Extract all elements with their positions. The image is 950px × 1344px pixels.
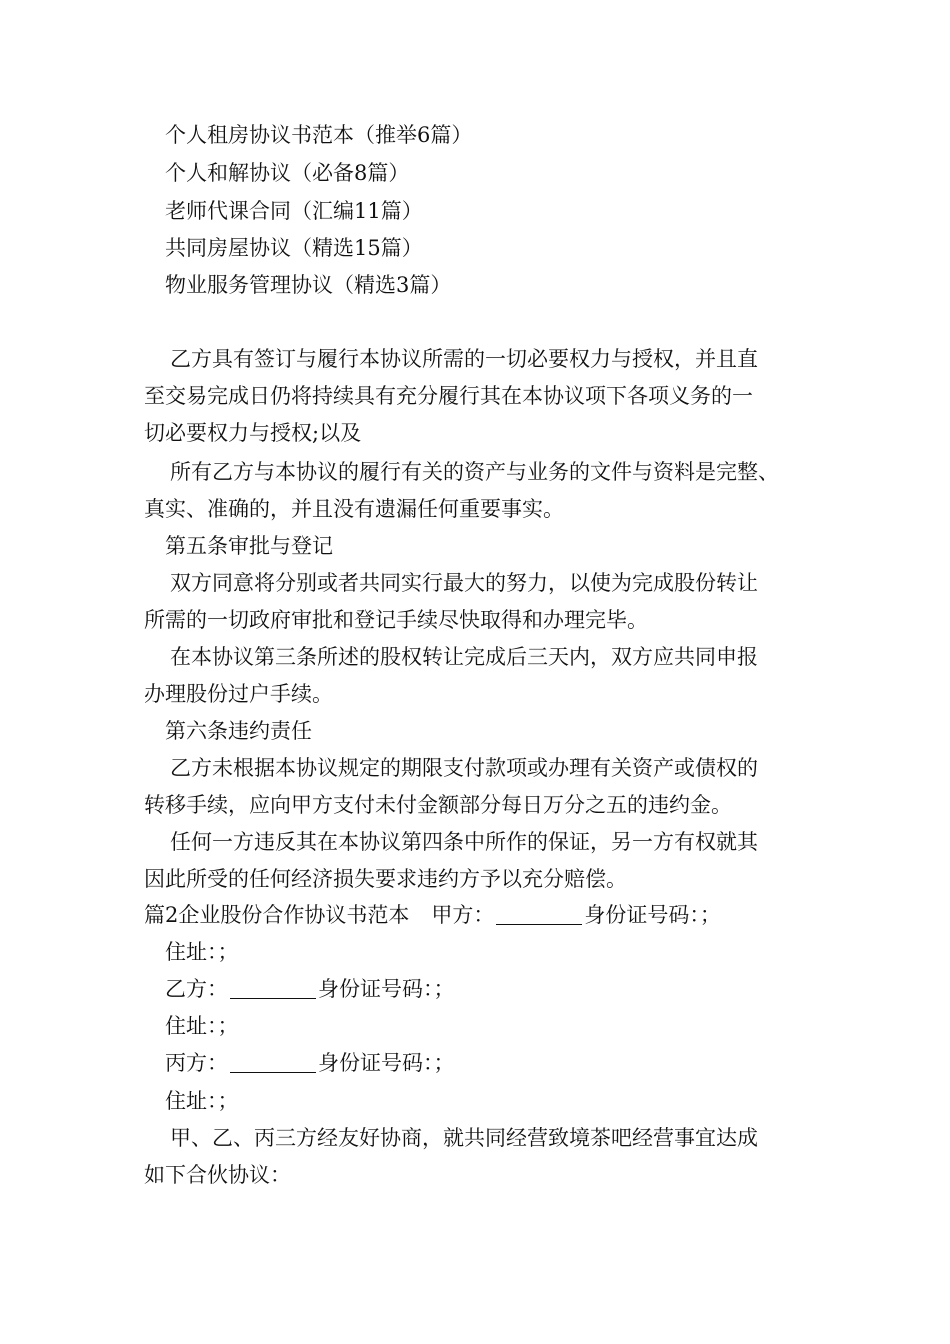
text-line: 至交易完成日仍将持续具有充分履行其在本协议项下各项义务的一 <box>144 384 753 408</box>
party-a-blank <box>496 902 582 925</box>
section-heading: 第六条违约责任 <box>165 719 312 743</box>
party-a-label: 甲方： <box>431 903 495 927</box>
text-line: 乙方未根据本协议规定的期限支付款项或办理有关资产或债权的 <box>170 756 758 780</box>
text-line: 因此所受的任何经济损失要求违约方予以充分赔偿。 <box>144 867 627 891</box>
address-line: 住址：； <box>165 1089 239 1113</box>
text-line: 双方同意将分别或者共同实行最大的努力，以使为完成股份转让 <box>170 571 758 595</box>
party-c-blank <box>230 1050 316 1073</box>
text-line: 任何一方违反其在本协议第四条中所作的保证，另一方有权就其 <box>170 830 758 854</box>
id-label: 身份证号码：； <box>318 1051 455 1075</box>
address-line: 住址：； <box>165 1014 239 1038</box>
related-link[interactable]: 个人和解协议（必备8篇） <box>165 161 410 185</box>
party-b-blank <box>230 976 316 999</box>
id-label: 身份证号码：； <box>584 903 721 927</box>
related-link[interactable]: 物业服务管理协议（精选3篇） <box>165 273 452 297</box>
related-link[interactable]: 共同房屋协议（精选15篇） <box>165 236 423 260</box>
party-b-label: 乙方： <box>165 977 228 1001</box>
address-line: 住址：； <box>165 940 239 964</box>
text-line: 所需的一切政府审批和登记手续尽快取得和办理完毕。 <box>144 608 648 632</box>
section2-title: 篇2企业股份合作协议书范本 <box>144 903 410 927</box>
section2-header-line <box>144 900 721 930</box>
text-line: 如下合伙协议： <box>144 1163 291 1187</box>
id-label: 身份证号码：； <box>318 977 455 1001</box>
text-line: 真实、准确的，并且没有遗漏任何重要事实。 <box>144 497 564 521</box>
text-line: 乙方具有签订与履行本协议所需的一切必要权力与授权，并且直 <box>170 347 758 371</box>
text-line: 甲、乙、丙三方经友好协商，就共同经营致境茶吧经营事宜达成 <box>170 1126 758 1150</box>
text-line: 转移手续，应向甲方支付未付金额部分每日万分之五的违约金。 <box>144 793 732 817</box>
party-c-line <box>165 1048 455 1078</box>
text-line: 所有乙方与本协议的履行有关的资产与业务的文件与资料是完整、 <box>170 460 779 484</box>
text-line: 切必要权力与授权;以及 <box>144 421 362 445</box>
related-link[interactable]: 个人租房协议书范本（推举6篇） <box>165 123 473 147</box>
section-heading: 第五条审批与登记 <box>165 534 333 558</box>
text-line: 在本协议第三条所述的股权转让完成后三天内，双方应共同申报 <box>170 645 758 669</box>
party-c-label: 丙方： <box>165 1051 228 1075</box>
party-b-line <box>165 974 455 1004</box>
text-line: 办理股份过户手续。 <box>144 682 333 706</box>
related-link[interactable]: 老师代课合同（汇编11篇） <box>165 199 423 223</box>
